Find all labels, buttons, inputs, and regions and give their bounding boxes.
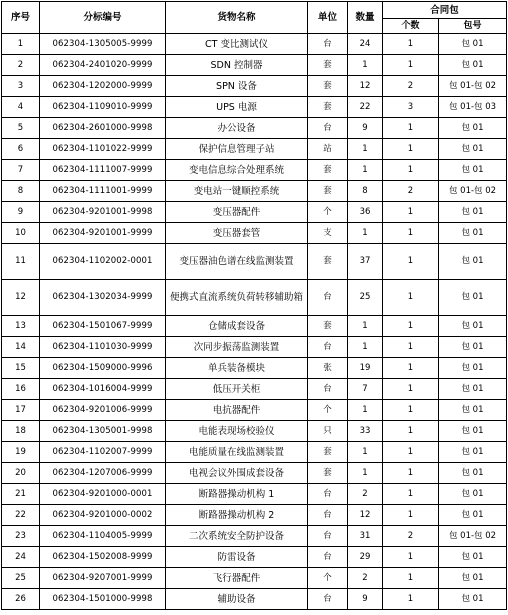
cell-unit: 套 <box>308 442 348 463</box>
cell-unit: 台 <box>308 337 348 358</box>
header-contract-package: 合同包 <box>383 2 507 19</box>
cell-unit: 张 <box>308 358 348 379</box>
cell-package-number: 包 01 <box>439 421 507 442</box>
cell-count: 1 <box>383 421 439 442</box>
header-seq: 序号 <box>2 2 40 34</box>
cell-qty: 1 <box>348 139 383 160</box>
cell-seq: 4 <box>2 97 40 118</box>
cell-unit: 台 <box>308 34 348 55</box>
cell-qty: 7 <box>348 379 383 400</box>
cell-package-number: 包 01 <box>439 160 507 181</box>
cell-seq: 16 <box>2 379 40 400</box>
cell-unit: 套 <box>308 463 348 484</box>
header-package-number: 包号 <box>439 19 507 34</box>
cell-count: 1 <box>383 280 439 316</box>
cell-package-number: 包 01 <box>439 568 507 589</box>
cell-unit: 台 <box>308 547 348 568</box>
cell-count: 1 <box>383 442 439 463</box>
cell-code: 062304-9201000-0001 <box>40 484 166 505</box>
cell-name: 电能质量在线监测装置 <box>166 442 308 463</box>
cell-package-number: 包 01 <box>439 379 507 400</box>
table-row <box>2 589 507 610</box>
cell-name: 办公设备 <box>166 118 308 139</box>
cell-unit: 套 <box>308 244 348 280</box>
cell-name: 保护信息管理子站 <box>166 139 308 160</box>
cell-code: 062304-1305005-9999 <box>40 34 166 55</box>
cell-qty: 1 <box>348 160 383 181</box>
cell-package-number: 包 01 <box>439 589 507 610</box>
cell-package-number: 包 01 <box>439 463 507 484</box>
cell-name: 变压器套管 <box>166 223 308 244</box>
cell-qty: 1 <box>348 223 383 244</box>
cell-code: 062304-9201001-9998 <box>40 202 166 223</box>
table-row <box>2 97 507 118</box>
table-row <box>2 337 507 358</box>
cell-count: 1 <box>383 160 439 181</box>
cell-unit: 台 <box>308 589 348 610</box>
cell-code: 062304-1302034-9999 <box>40 280 166 316</box>
cell-name: SPN 设备 <box>166 76 308 97</box>
cell-code: 062304-1202000-9999 <box>40 76 166 97</box>
table-row <box>2 463 507 484</box>
cell-name: 辅助设备 <box>166 589 308 610</box>
cell-qty: 1 <box>348 400 383 421</box>
cell-count: 1 <box>383 34 439 55</box>
cell-code: 062304-2401020-9999 <box>40 55 166 76</box>
cell-seq: 11 <box>2 244 40 280</box>
cell-name: CT 变比测试仪 <box>166 34 308 55</box>
cell-package-number: 包 01 <box>439 442 507 463</box>
cell-count: 1 <box>383 547 439 568</box>
cell-qty: 9 <box>348 118 383 139</box>
cell-unit: 站 <box>308 139 348 160</box>
cell-seq: 7 <box>2 160 40 181</box>
cell-seq: 17 <box>2 400 40 421</box>
table-row <box>2 484 507 505</box>
table-row <box>2 139 507 160</box>
cell-count: 1 <box>383 118 439 139</box>
cell-seq: 19 <box>2 442 40 463</box>
table-row <box>2 505 507 526</box>
header-code: 分标编号 <box>40 2 166 34</box>
cell-unit: 台 <box>308 379 348 400</box>
cell-unit: 个 <box>308 202 348 223</box>
cell-seq: 5 <box>2 118 40 139</box>
cell-name: 断路器操动机构 2 <box>166 505 308 526</box>
cell-code: 062304-9201001-9999 <box>40 223 166 244</box>
cell-package-number: 包 01 <box>439 505 507 526</box>
cell-qty: 31 <box>348 526 383 547</box>
cell-qty: 19 <box>348 358 383 379</box>
cell-package-number: 包 01-包 02 <box>439 76 507 97</box>
cell-count: 1 <box>383 244 439 280</box>
cell-qty: 1 <box>348 55 383 76</box>
cell-unit: 套 <box>308 316 348 337</box>
cell-qty: 2 <box>348 568 383 589</box>
cell-name: 电能表现场校验仪 <box>166 421 308 442</box>
cell-code: 062304-1509000-9996 <box>40 358 166 379</box>
cell-count: 1 <box>383 202 439 223</box>
cell-package-number: 包 01 <box>439 358 507 379</box>
table-row <box>2 280 507 316</box>
cell-name: 飞行器配件 <box>166 568 308 589</box>
table-row <box>2 526 507 547</box>
cell-seq: 18 <box>2 421 40 442</box>
cell-package-number: 包 01 <box>439 34 507 55</box>
cell-code: 062304-9201000-0002 <box>40 505 166 526</box>
table-header <box>2 2 507 34</box>
cell-unit: 套 <box>308 76 348 97</box>
cell-count: 1 <box>383 400 439 421</box>
cell-name: 变压器配件 <box>166 202 308 223</box>
cell-seq: 26 <box>2 589 40 610</box>
table-row <box>2 379 507 400</box>
table-body <box>2 34 507 610</box>
cell-name: 低压开关柜 <box>166 379 308 400</box>
cell-qty: 12 <box>348 505 383 526</box>
cell-name: UPS 电源 <box>166 97 308 118</box>
cell-code: 062304-1102007-9999 <box>40 442 166 463</box>
cell-seq: 10 <box>2 223 40 244</box>
header-count: 个数 <box>383 19 439 34</box>
cell-code: 062304-1501067-9999 <box>40 316 166 337</box>
cell-unit: 套 <box>308 97 348 118</box>
cell-unit: 台 <box>308 484 348 505</box>
cell-count: 3 <box>383 97 439 118</box>
cell-qty: 1 <box>348 442 383 463</box>
cell-package-number: 包 01 <box>439 547 507 568</box>
cell-qty: 9 <box>348 589 383 610</box>
cell-code: 062304-1101030-9999 <box>40 337 166 358</box>
cell-seq: 23 <box>2 526 40 547</box>
table-row <box>2 400 507 421</box>
cell-qty: 12 <box>348 76 383 97</box>
cell-package-number: 包 01-包 02 <box>439 526 507 547</box>
cell-seq: 12 <box>2 280 40 316</box>
cell-package-number: 包 01 <box>439 244 507 280</box>
cell-unit: 只 <box>308 421 348 442</box>
cell-qty: 22 <box>348 97 383 118</box>
cell-code: 062304-1111001-9999 <box>40 181 166 202</box>
cell-count: 1 <box>383 316 439 337</box>
cell-count: 1 <box>383 223 439 244</box>
cell-unit: 台 <box>308 526 348 547</box>
cell-unit: 台 <box>308 118 348 139</box>
cell-code: 062304-2601000-9998 <box>40 118 166 139</box>
cell-count: 1 <box>383 55 439 76</box>
header-name: 货物名称 <box>166 2 308 34</box>
cell-package-number: 包 01 <box>439 280 507 316</box>
cell-count: 1 <box>383 337 439 358</box>
cell-qty: 2 <box>348 484 383 505</box>
cell-name: 次同步振荡监测装置 <box>166 337 308 358</box>
cell-count: 1 <box>383 505 439 526</box>
cell-code: 062304-1501000-9998 <box>40 589 166 610</box>
cell-package-number: 包 01 <box>439 484 507 505</box>
cell-package-number: 包 01 <box>439 139 507 160</box>
cell-package-number: 包 01 <box>439 400 507 421</box>
table-row <box>2 358 507 379</box>
cell-code: 062304-9201006-9999 <box>40 400 166 421</box>
cell-package-number: 包 01 <box>439 337 507 358</box>
cell-code: 062304-1305001-9998 <box>40 421 166 442</box>
header-unit: 单位 <box>308 2 348 34</box>
table-row <box>2 316 507 337</box>
cell-qty: 33 <box>348 421 383 442</box>
cell-unit: 个 <box>308 400 348 421</box>
cell-name: 变压器油色谱在线监测装置 <box>166 244 308 280</box>
cell-qty: 1 <box>348 316 383 337</box>
table-row <box>2 421 507 442</box>
cell-name: 变电信息综合处理系统 <box>166 160 308 181</box>
cell-seq: 22 <box>2 505 40 526</box>
cell-seq: 9 <box>2 202 40 223</box>
cell-count: 2 <box>383 526 439 547</box>
cell-package-number: 包 01 <box>439 223 507 244</box>
table-row <box>2 568 507 589</box>
table-row <box>2 34 507 55</box>
header-qty: 数量 <box>348 2 383 34</box>
cell-seq: 20 <box>2 463 40 484</box>
cell-name: 电视会议外围成套设备 <box>166 463 308 484</box>
cell-seq: 21 <box>2 484 40 505</box>
cell-code: 062304-1102002-0001 <box>40 244 166 280</box>
cell-package-number: 包 01-包 03 <box>439 97 507 118</box>
cell-count: 1 <box>383 463 439 484</box>
cell-count: 2 <box>383 76 439 97</box>
cell-name: SDN 控制器 <box>166 55 308 76</box>
table-row <box>2 442 507 463</box>
cell-count: 1 <box>383 568 439 589</box>
cell-code: 062304-1104005-9999 <box>40 526 166 547</box>
cell-code: 062304-1101022-9999 <box>40 139 166 160</box>
table-row <box>2 547 507 568</box>
cell-package-number: 包 01 <box>439 55 507 76</box>
cell-code: 062304-1502008-9999 <box>40 547 166 568</box>
cell-package-number: 包 01-包 02 <box>439 181 507 202</box>
goods-table <box>1 1 507 610</box>
table-row <box>2 181 507 202</box>
cell-seq: 6 <box>2 139 40 160</box>
cell-code: 062304-9207001-9999 <box>40 568 166 589</box>
table-row <box>2 160 507 181</box>
cell-code: 062304-1109010-9999 <box>40 97 166 118</box>
cell-seq: 15 <box>2 358 40 379</box>
cell-name: 二次系统安全防护设备 <box>166 526 308 547</box>
cell-seq: 8 <box>2 181 40 202</box>
cell-seq: 24 <box>2 547 40 568</box>
cell-qty: 8 <box>348 181 383 202</box>
cell-count: 1 <box>383 139 439 160</box>
table-row <box>2 118 507 139</box>
cell-unit: 台 <box>308 280 348 316</box>
cell-count: 1 <box>383 484 439 505</box>
cell-name: 便携式直流系统负荷转移辅助箱 <box>166 280 308 316</box>
cell-count: 1 <box>383 589 439 610</box>
cell-unit: 套 <box>308 181 348 202</box>
table-row <box>2 223 507 244</box>
cell-name: 单兵装备模块 <box>166 358 308 379</box>
cell-name: 断路器操动机构 1 <box>166 484 308 505</box>
cell-unit: 套 <box>308 55 348 76</box>
cell-qty: 29 <box>348 547 383 568</box>
cell-code: 062304-1207006-9999 <box>40 463 166 484</box>
cell-unit: 台 <box>308 505 348 526</box>
cell-seq: 13 <box>2 316 40 337</box>
cell-unit: 个 <box>308 568 348 589</box>
cell-package-number: 包 01 <box>439 118 507 139</box>
cell-package-number: 包 01 <box>439 316 507 337</box>
cell-code: 062304-1016004-9999 <box>40 379 166 400</box>
cell-seq: 25 <box>2 568 40 589</box>
cell-seq: 3 <box>2 76 40 97</box>
cell-name: 防雷设备 <box>166 547 308 568</box>
cell-count: 1 <box>383 379 439 400</box>
cell-name: 仓储成套设备 <box>166 316 308 337</box>
cell-seq: 2 <box>2 55 40 76</box>
cell-name: 电抗器配件 <box>166 400 308 421</box>
cell-qty: 36 <box>348 202 383 223</box>
table-row <box>2 76 507 97</box>
cell-name: 变电站一键顺控系统 <box>166 181 308 202</box>
cell-unit: 套 <box>308 160 348 181</box>
cell-seq: 1 <box>2 34 40 55</box>
cell-qty: 37 <box>348 244 383 280</box>
cell-qty: 24 <box>348 34 383 55</box>
cell-package-number: 包 01 <box>439 202 507 223</box>
cell-qty: 1 <box>348 337 383 358</box>
cell-qty: 25 <box>348 280 383 316</box>
cell-qty: 1 <box>348 463 383 484</box>
cell-unit: 支 <box>308 223 348 244</box>
table-row <box>2 202 507 223</box>
cell-code: 062304-1111007-9999 <box>40 160 166 181</box>
cell-count: 1 <box>383 358 439 379</box>
cell-seq: 14 <box>2 337 40 358</box>
table-row <box>2 55 507 76</box>
table-row <box>2 244 507 280</box>
cell-count: 2 <box>383 181 439 202</box>
